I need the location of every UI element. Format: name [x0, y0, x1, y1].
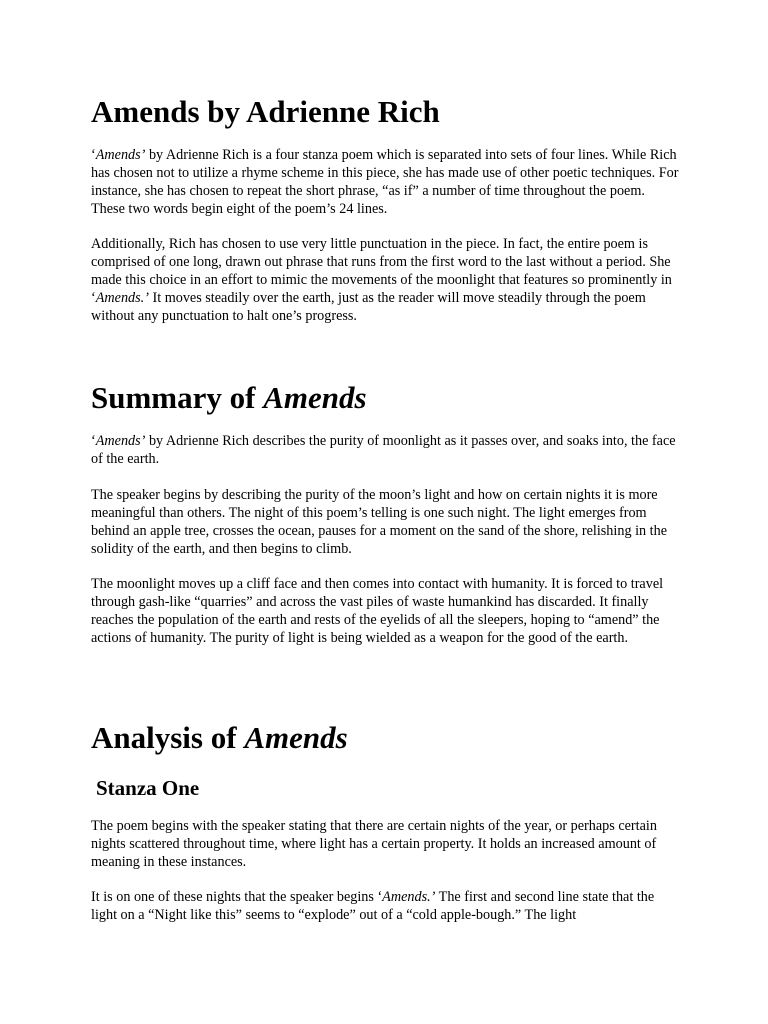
stanza-one-paragraph-1: The poem begins with the speaker stating that there are certain nights of the year, or perhaps certain nights scattered throughout time, where light has a certain property. It holds an increased amount of meaning in these instances. [91, 818, 657, 870]
paragraph-text: It moves steadily over the earth, just as the reader will move steadily through the poem without any punctuation to halt one’s progress. [91, 289, 646, 324]
paragraph-text: by Adrienne Rich is a four stanza poem which is separated into sets of four lines. While Rich has chosen not to utilize a rhyme scheme in this piece, she has made use of other poetic techniques. For instance, she has chosen to repeat the short phrase, “as if” a number of time throughout the poem. These two words begin eight of the poem’s 24 lines. [91, 147, 679, 217]
punctuation-paragraph [91, 236, 681, 326]
paragraph-text: Additionally, Rich has chosen to use very little punctuation in the piece. In fact, the entire poem is comprised of one long, drawn out phrase that runs from the first word to the last without a period. She made this choice in an effort to mimic the movements of the moonlight that features so prominently in ‘ [91, 236, 672, 306]
poem-title: Amends’ [95, 433, 146, 449]
title-amends-by-adrienne-rich: Amends by Adrienne Rich [91, 94, 440, 129]
heading-title-italic: Amends [244, 720, 348, 755]
poem-title: Amends.’ [382, 889, 436, 905]
summary-paragraph-1 [91, 433, 681, 469]
heading-title-italic: Amends [263, 380, 367, 415]
open-quote: ‘ [91, 147, 96, 163]
poem-title: Amends.’ [95, 289, 149, 306]
subheading-stanza-one: Stanza One [96, 776, 200, 800]
summary-paragraph-2: The speaker begins by describing the purity of the moon’s light and how on certain nights it is more meaningful than others. The night of this poem’s telling is one such night. The light emerges from behind an apple tree, crosses the ocean, pauses for a moment on the sand of the shore, relishing in the solidity of the earth, and then begins to climb. [91, 487, 667, 557]
poem-title: Amends’ [95, 147, 146, 163]
paragraph-text: by Adrienne Rich describes the purity of moonlight as it passes over, and soaks into, the face of the earth. [91, 433, 676, 467]
heading-text: Summary of [91, 380, 264, 415]
intro-paragraph [91, 147, 681, 219]
paragraph-text: It is on one of these nights that the speaker begins ‘ [91, 889, 383, 905]
open-quote: ‘ [91, 433, 96, 449]
paragraph-text: The first and second line state that the light on a “Night like this” seems to “explode” out of a “cold apple-bough.” The light [91, 889, 655, 923]
heading-text: Analysis of [91, 720, 245, 755]
stanza-one-paragraph-2 [91, 889, 681, 925]
summary-paragraph-3: The moonlight moves up a cliff face and then comes into contact with humanity. It is forced to travel through gash-like “quarries” and across the vast piles of waste humankind has discarded. It finally reaches the population of the earth and rests of the eyelids of all the sleepers, hoping to “amend” the actions of humanity. The purity of light is being wielded as a weapon for the good of the earth. [91, 576, 664, 646]
heading-analysis-of-amends [91, 720, 348, 756]
heading-summary-of-amends [91, 380, 367, 416]
